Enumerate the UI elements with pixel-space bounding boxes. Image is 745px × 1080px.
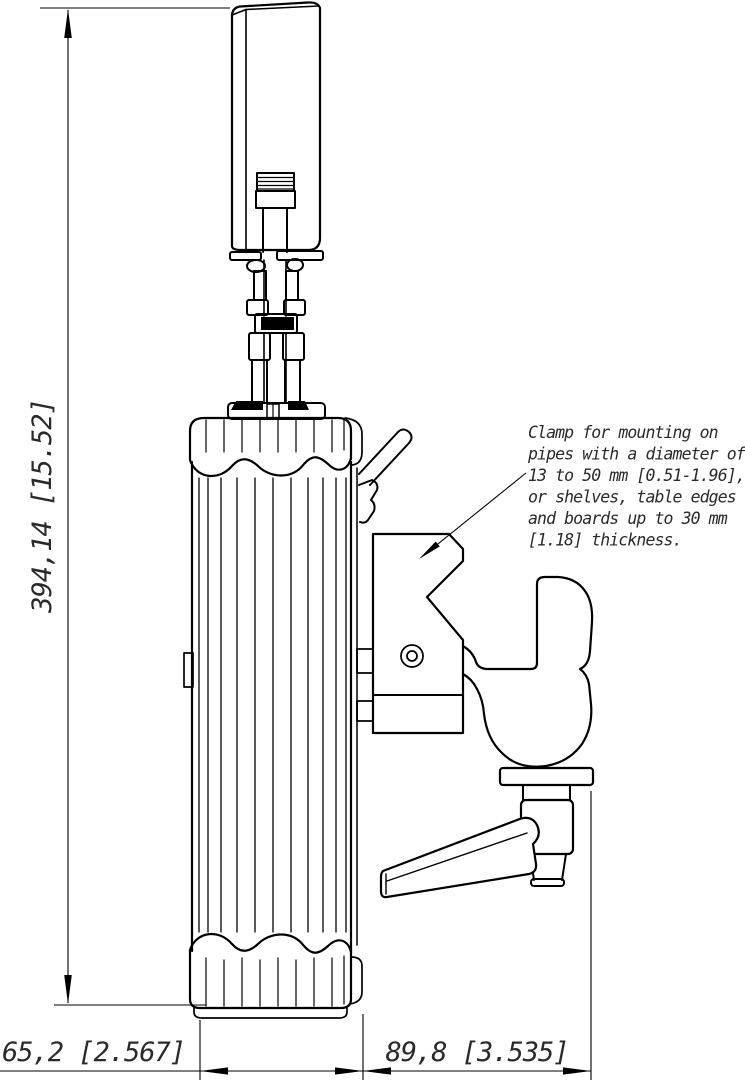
clamp-bracket-upper bbox=[357, 649, 373, 673]
arrow-right bbox=[335, 1067, 363, 1074]
side-hook-lever bbox=[359, 430, 412, 523]
clamp-knob-cap bbox=[531, 879, 564, 886]
antenna-assembly bbox=[232, 2, 320, 252]
dim-height-label: 394,14 [15.52] bbox=[27, 399, 58, 613]
mounting-clamp bbox=[357, 534, 593, 897]
body-top-cap bbox=[190, 418, 351, 459]
body-ribs bbox=[199, 478, 346, 932]
clamp-annotation bbox=[419, 423, 745, 559]
hook-clip bbox=[359, 480, 377, 523]
clamp-body-block bbox=[373, 534, 463, 733]
arrow-left bbox=[363, 1067, 391, 1074]
leader-line bbox=[423, 473, 526, 556]
leader-arrowhead bbox=[419, 542, 440, 560]
antenna-blade-top-bevel bbox=[232, 6, 319, 15]
annotation-line-3: 13 to 50 mm [0.51-1.96], bbox=[528, 466, 745, 485]
antenna-connector bbox=[256, 173, 295, 252]
dimension-body-width bbox=[0, 1014, 363, 1080]
annotation-line-4: or shelves, table edges bbox=[528, 487, 736, 507]
dim-clamp-width-label: 89,8 [3.535] bbox=[385, 1037, 569, 1068]
clamp-screw-hole-outer bbox=[401, 645, 423, 667]
annotation-line-6: [1.18] thickness. bbox=[528, 530, 682, 550]
arrow-down bbox=[64, 975, 72, 1004]
clamp-lever-handle bbox=[381, 818, 539, 897]
clamp-washer-plate bbox=[500, 768, 593, 785]
arrow-left bbox=[200, 1067, 228, 1074]
hook-arm bbox=[359, 430, 412, 486]
top-cap-scallop bbox=[190, 457, 351, 476]
device-body bbox=[184, 418, 362, 1018]
annotation-line-1: Clamp for mounting on bbox=[528, 423, 718, 442]
clamp-bracket-lower bbox=[357, 701, 373, 721]
dim-body-width-label: 65,2 [2.567] bbox=[2, 1037, 186, 1068]
connector-nut-band bbox=[261, 317, 294, 330]
clamp-fixed-jaw bbox=[463, 577, 592, 767]
annotation-line-5: and boards up to 30 mm bbox=[528, 509, 727, 528]
arrow-up bbox=[64, 9, 72, 38]
hinge-foot-left bbox=[231, 401, 263, 410]
clamp-screw-hole-inner bbox=[407, 651, 417, 661]
arrow-right bbox=[563, 1067, 591, 1074]
bottom-cap-scallop bbox=[190, 934, 351, 953]
swivel-hinge-joint bbox=[228, 251, 325, 419]
clamp-spindle-neck bbox=[523, 785, 570, 800]
annotation-line-2: pipes with a diameter of bbox=[528, 444, 745, 464]
body-bottom-cap bbox=[190, 950, 351, 1008]
